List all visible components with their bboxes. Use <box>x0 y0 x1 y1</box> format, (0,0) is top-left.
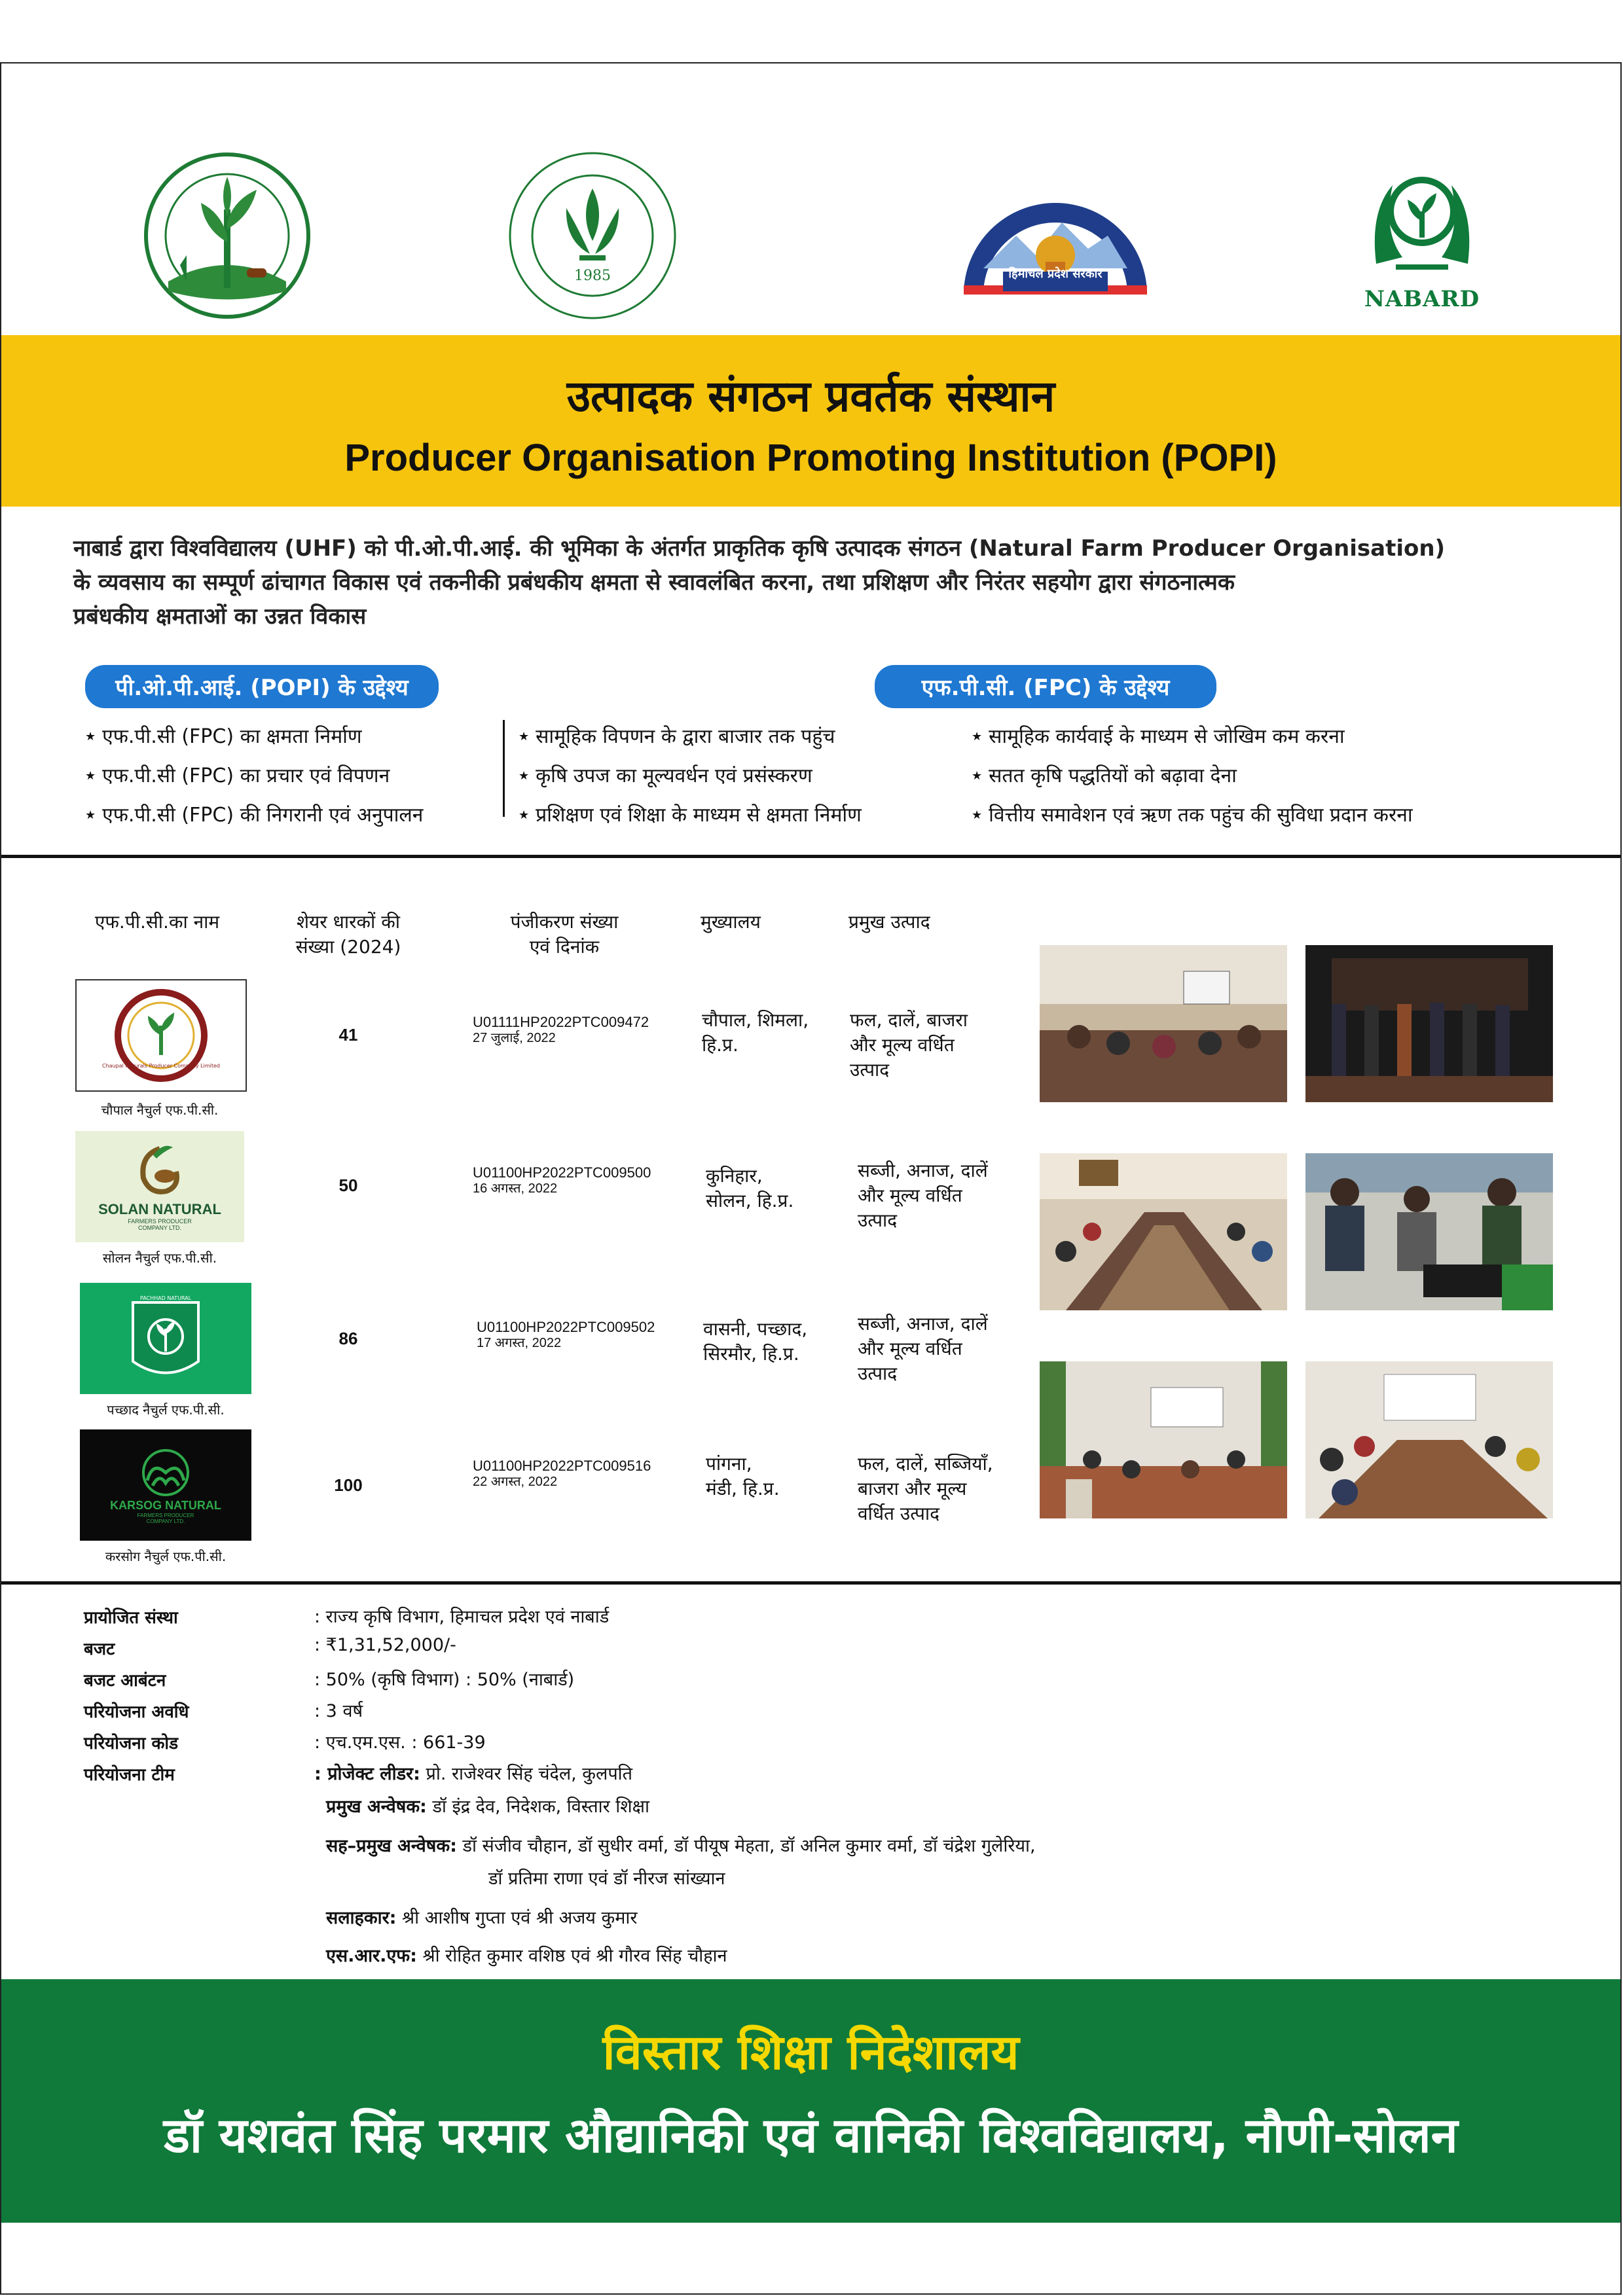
project-leader: : प्रोजेक्ट लीडर: प्रो. राजेश्वर सिंह चंदेल, कुलपति <box>314 1764 633 1784</box>
karsog-logo-subtext: FARMERS PRODUCER COMPANY LTD. <box>137 1512 194 1524</box>
star-icon: ★ <box>519 808 530 822</box>
title-english: Producer Organisation Promoting Institution (POPI) <box>344 437 1277 479</box>
co-principal-investigators-cont: डॉ प्रतिमा राणा एवं डॉ नीरज सांख्यान <box>488 1869 725 1889</box>
star-icon: ★ <box>519 769 530 783</box>
star-icon: ★ <box>972 769 983 783</box>
event-photo <box>1305 945 1553 1102</box>
star-icon: ★ <box>85 769 96 783</box>
uhf-emblem-icon <box>506 149 679 322</box>
pachhad-badge-icon <box>126 1289 205 1388</box>
team-label: परियोजना टीम <box>84 1765 175 1785</box>
registration-cell: U01100HP2022PTC009500 16 अगस्त, 2022 <box>473 1164 651 1196</box>
fpc-caption: करसोग नैचुर्ल एफ.पी.सी. <box>105 1549 227 1564</box>
intro-paragraph <box>73 531 1546 634</box>
popi-objectives-heading: पी.ओ.पी.आई. (POPI) के उद्देश्य <box>85 665 439 708</box>
fpc-caption: चौपाल नैचुर्ल एफ.पी.सी. <box>101 1102 219 1118</box>
registration-cell: U01100HP2022PTC009516 22 अगस्त, 2022 <box>473 1458 651 1489</box>
srf: एस.आर.एफ: श्री रोहित कुमार वशिष्ठ एवं श्री गौरव सिंह चौहान <box>326 1946 727 1966</box>
chaupal-logo-text: Chaupal Naturals Producer Company Limited <box>101 1063 221 1069</box>
star-icon: ★ <box>972 808 983 822</box>
hp-government-emblem-icon <box>957 164 1154 308</box>
list-item: ★ एफ.पी.सी (FPC) की निगरानी एवं अनुपालन <box>85 804 424 827</box>
shareholders-value: 86 <box>338 1329 358 1348</box>
karsog-leaf-icon <box>133 1446 198 1499</box>
allocation-value: : 50% (कृषि विभाग) : 50% (नाबार्ड) <box>314 1670 575 1690</box>
star-icon: ★ <box>972 730 983 744</box>
header-hq: मुख्यालय <box>701 911 761 933</box>
section-divider-2 <box>1 1581 1620 1585</box>
nabard-emblem-icon <box>1363 159 1481 283</box>
solan-seed-icon <box>127 1142 192 1201</box>
header-fpc-name: एफ.पी.सी.का नाम <box>94 911 220 933</box>
nabard-logo <box>1357 144 1487 327</box>
shareholders-value: 50 <box>338 1175 358 1195</box>
fpc-objectives-list-2 <box>972 719 1413 836</box>
footer-university: डॉ यशवंत सिंह परमार औद्यानिकी एवं वानिकी विश्वविद्यालय, नौणी-सोलन <box>164 2108 1458 2164</box>
title-hindi: उत्पादक संगठन प्रवर्तक संस्थान <box>566 371 1055 422</box>
registration-cell: U01100HP2022PTC009502 17 अगस्त, 2022 <box>477 1319 655 1350</box>
meeting-photo <box>1040 1153 1287 1310</box>
fpc-caption: पच्छाद नैचुर्ल एफ.पी.सी. <box>107 1402 225 1418</box>
presentation-photo <box>1040 1361 1287 1518</box>
principal-investigator: प्रमुख अन्वेषक: डॉ इंद्र देव, निदेशक, विस्तार शिक्षा <box>326 1797 649 1817</box>
list-item: ★ सामूहिक कार्यवाई के माध्यम से जोखिम कम करना <box>972 725 1345 748</box>
advisors: सलाहकार: श्री आशीष गुप्ता एवं श्री अजय कुमार <box>326 1908 638 1928</box>
footer-banner <box>1 1979 1620 2223</box>
pachhad-fpc-logo <box>80 1283 251 1394</box>
list-item: ★ एफ.पी.सी (FPC) का प्रचार एवं विपणन <box>85 764 390 787</box>
intro-line-2: के व्यवसाय का सम्पूर्ण ढांचागत विकास एवं तकनीकी प्रबंधकीय क्षमता से स्वावलंबित करना, तथा प्रशिक्षण और निरंतर सहयोग द्वारा संगठनात्मक <box>73 569 1235 596</box>
budget-value: : ₹1,31,52,000/- <box>314 1635 456 1655</box>
list-item: ★ एफ.पी.सी (FPC) का क्षमता निर्माण <box>85 725 362 748</box>
uhf-year: 1985 <box>574 268 611 284</box>
footer-directorate: विस्तार शिक्षा निदेशालय <box>602 2024 1019 2081</box>
products-cell: फल, दालें, बाजरा और मूल्य वर्धित उत्पाद <box>850 1009 968 1081</box>
project-code-value: : एच.एम.एस. : 661-39 <box>314 1732 486 1753</box>
header-registration: पंजीकरण संख्या एवं दिनांक <box>510 911 619 958</box>
hq-cell: वासनी, पच्छाद, सिरमौर, हि.प्र. <box>703 1318 808 1365</box>
list-item: ★ वित्तीय समावेशन एवं ऋण तक पहुंच की सुविधा प्रदान करना <box>972 804 1413 827</box>
star-icon: ★ <box>85 730 96 744</box>
header-products: प्रमुख उत्पाद <box>848 911 930 933</box>
karsog-fpc-logo <box>80 1429 251 1541</box>
hq-cell: कुनिहार, सोलन, हि.प्र. <box>706 1165 794 1211</box>
header-shareholders: शेयर धारकों की संख्या (2024) <box>295 911 401 958</box>
training-photo <box>1040 945 1287 1102</box>
registration-cell: U01111HP2022PTC009472 27 जुलाई, 2022 <box>473 1014 649 1045</box>
products-cell: सब्जी, अनाज, दालें और मूल्य वर्धित उत्पाद <box>858 1313 988 1384</box>
project-code-label: परियोजना कोड <box>84 1734 179 1753</box>
list-item: ★ सामूहिक विपणन के द्वारा बाजार तक पहुंच <box>519 725 835 748</box>
natural-farming-logo <box>139 144 316 327</box>
hq-cell: चौपाल, शिमला, हि.प्र. <box>702 1009 809 1056</box>
list-item: ★ सतत कृषि पद्धतियों को बढ़ावा देना <box>972 764 1237 787</box>
chaupal-emblem-icon <box>101 986 221 1085</box>
solan-fpc-logo <box>75 1131 244 1242</box>
pachhad-logo-text: PACHHAD NATURAL <box>139 1295 192 1301</box>
co-principal-investigators: सह–प्रमुख अन्वेषक: डॉ संजीव चौहान, डॉ सुधीर वर्मा, डॉ पीयूष मेहता, डॉ अनिल कुमार वर्मा, डॉ चंद्रेश गुलेरिया, <box>326 1836 1036 1856</box>
budget-label: बजट <box>84 1640 115 1659</box>
star-icon: ★ <box>519 730 530 744</box>
products-cell: फल, दालें, सब्जियाँ, बाजरा और मूल्य वर्धित उत्पाद <box>858 1453 993 1524</box>
sponsor-value: : राज्य कृषि विभाग, हिमाचल प्रदेश एवं नाबार्ड <box>314 1607 610 1627</box>
products-cell: सब्जी, अनाज, दालें और मूल्य वर्धित उत्पाद <box>858 1160 988 1231</box>
intro-line-3: प्रबंधकीय क्षमताओं का उन्नत विकास <box>73 603 367 630</box>
hq-cell: पांगना, मंडी, हि.प्र. <box>706 1453 780 1499</box>
list-item: ★ प्रशिक्षण एवं शिक्षा के माध्यम से क्षमता निर्माण <box>519 804 862 827</box>
solan-logo-subtext: FARMERS PRODUCER COMPANY LTD. <box>128 1218 192 1231</box>
natural-farming-emblem-icon <box>142 151 312 321</box>
fpc-objectives-list-1 <box>519 719 862 836</box>
hp-government-logo <box>957 144 1154 327</box>
solan-logo-text: SOLAN NATURAL <box>98 1201 221 1217</box>
allocation-label: बजट आबंटन <box>84 1671 166 1691</box>
discussion-photo <box>1305 1361 1553 1518</box>
chaupal-fpc-logo <box>75 979 247 1092</box>
workshop-photo <box>1305 1153 1553 1310</box>
objectives-divider <box>503 720 505 817</box>
karsog-logo-text: KARSOG NATURAL <box>110 1498 221 1512</box>
fpc-caption: सोलन नैचुर्ल एफ.पी.सी. <box>102 1250 217 1266</box>
duration-label: परियोजना अवधि <box>84 1702 189 1722</box>
shareholders-value: 100 <box>334 1475 363 1495</box>
intro-line-1: नाबार्ड द्वारा विश्वविद्यालय (UHF) को पी.ओ.पी.आई. की भूमिका के अंतर्गत प्राकृतिक कृषि उत्पादक संगठन (Natural Farm Producer Organisation) <box>73 535 1446 562</box>
section-divider-1 <box>1 855 1620 858</box>
popi-objectives-list <box>85 719 423 836</box>
hp-caption: हिमाचल प्रदेश सरकार <box>1008 267 1103 281</box>
fpc-objectives-heading: एफ.पी.सी. (FPC) के उद्देश्य <box>875 665 1216 708</box>
sponsor-label: प्रायोजित संस्था <box>84 1608 178 1628</box>
star-icon: ★ <box>85 808 96 822</box>
title-banner <box>1 335 1620 507</box>
nabard-wordmark: NABARD <box>1364 286 1480 312</box>
uhf-university-logo <box>504 144 681 327</box>
list-item: ★ कृषि उपज का मूल्यवर्धन एवं प्रसंस्करण <box>519 764 812 787</box>
duration-value: : 3 वर्ष <box>314 1701 363 1721</box>
shareholders-value: 41 <box>338 1025 358 1045</box>
